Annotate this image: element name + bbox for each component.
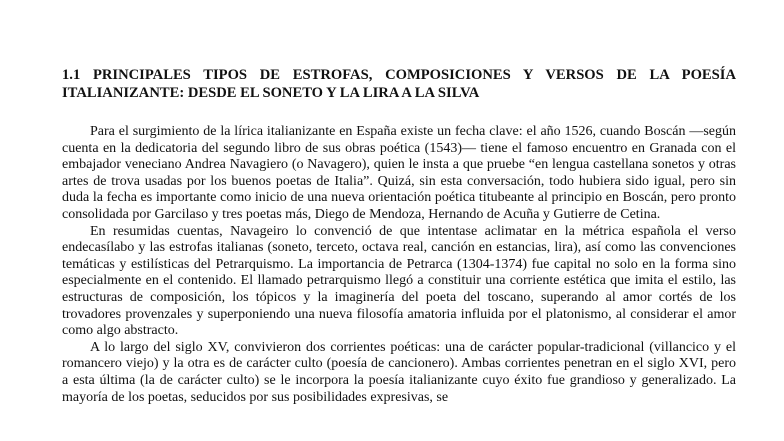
- paragraph: En resumidas cuentas, Navageiro lo convenció de que intentase aclimatar en la métrica española el verso endecasílabo y las estrofas italianas (soneto, terceto, octava real, canción en estancias, lira), así como las convenciones temáticas y estilísticas del Petrarquismo. La importancia de Petrarca (1304-1374) fue capital no solo en la forma sino especialmente en el contenido. El llamado petrarquismo llegó a constituir una corriente estética que imita el estilo, las estructuras de composición, los tópicos y la imaginería del poeta del toscano, superando al amor cortés de los trovadores provenzales y superponiendo una nueva filosofía amatoria influida por el platonismo, al considerar el amor como algo abstracto.: [62, 223, 736, 339]
- body-text: [62, 124, 736, 406]
- paragraph: Para el surgimiento de la lírica italianizante en España existe un fecha clave: el año 1526, cuando Boscán —según cuenta en la dedicatoria del segundo libro de sus obras poética (1543)— tiene el famoso encuentro en Granada con el embajador veneciano Andrea Navagiero (o Navagero), quien le insta a que pruebe “en lengua castellana sonetos y otras artes de trova usadas por los buenos poetas de Italia”. Quizá, sin esta conversación, todo hubiera sido igual, pero sin duda la fecha es importante como inicio de una nueva orientación poética titubeante al principio en Boscán, pero pronto consolidada por Garcilaso y tres poetas más, Diego de Mendoza, Hernando de Acuña y Gutierre de Cetina.: [62, 124, 736, 222]
- section-heading: 1.1 PRINCIPALES TIPOS DE ESTROFAS, COMPOSICIONES Y VERSOS DE LA POESÍA ITALIANIZANTE: DESDE EL SONETO Y LA LIRA A LA SILVA: [62, 67, 736, 101]
- paragraph: A lo largo del siglo XV, convivieron dos corrientes poéticas: una de carácter popular-tradicional (villancico y el romancero viejo) y la otra es de carácter culto (poesía de cancionero). Ambas corrientes penetran en el siglo XVI, pero a esta última (la de carácter culto) se le incorpora la poesía italianizante cuyo éxito fue grandioso y generalizado. La mayoría de los poetas, seducidos por sus posibilidades expresivas, se: [62, 339, 736, 405]
